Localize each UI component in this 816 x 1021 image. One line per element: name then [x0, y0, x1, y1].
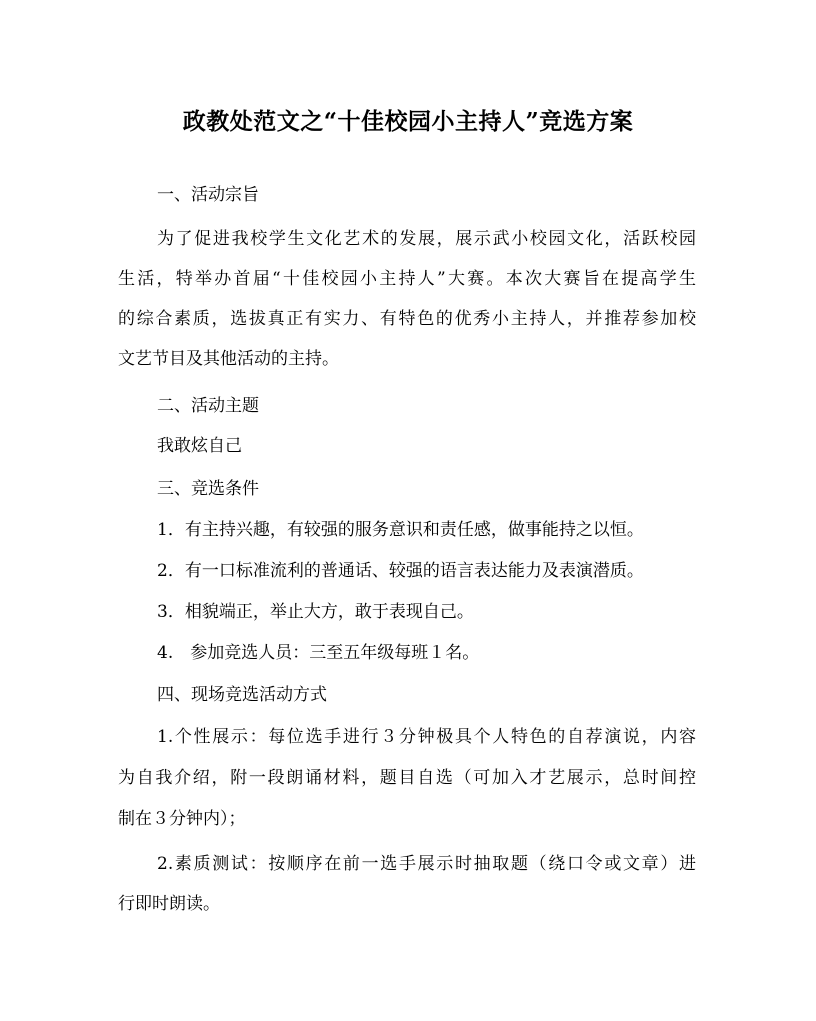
section-heading-conditions: 三、竞选条件 [157, 479, 259, 499]
section-heading-purpose: 一、活动宗旨 [157, 185, 259, 205]
condition-item-3: 3．相貌端正，举止大方，敢于表现自己。 [157, 602, 474, 622]
method-item-1-line-3: 制在３分钟内）； [118, 809, 246, 829]
theme-text: 我敢炫自己 [157, 436, 242, 456]
condition-item-1: 1．有主持兴趣，有较强的服务意识和责任感，做事能持之以恒。 [157, 520, 644, 540]
method-item-2-line-2: 行即时朗读。 [118, 894, 220, 914]
condition-item-4: 4. 参加竞选人员：三至五年级每班１名。 [157, 643, 480, 663]
section-heading-method: 四、现场竞选活动方式 [157, 685, 327, 705]
document-title: 政教处范文之“十佳校园小主持人”竞选方案 [182, 108, 634, 135]
method-item-1-line-2: 为自我介绍，附一段朗诵材料，题目自选（可加入才艺展示，总时间控 [118, 768, 696, 788]
purpose-paragraph-line-3: 的综合素质，选拔真正有实力、有特色的优秀小主持人，并推荐参加校 [118, 309, 696, 329]
purpose-paragraph-line-1: 为了促进我校学生文化艺术的发展，展示武小校园文化，活跃校园 [157, 229, 696, 249]
method-item-1-line-1: 1.个性展示：每位选手进行３分钟极具个人特色的自荐演说，内容 [157, 727, 696, 747]
purpose-paragraph-line-4: 文艺节目及其他活动的主持。 [118, 349, 339, 369]
method-item-2-line-1: 2.素质测试：按顺序在前一选手展示时抽取题（绕口令或文章）进 [157, 854, 696, 874]
condition-item-2: 2．有一口标准流利的普通话、较强的语言表达能力及表演潜质。 [157, 561, 644, 581]
purpose-paragraph-line-2: 生活，特举办首届“十佳校园小主持人”大赛。本次大赛旨在提高学生 [118, 269, 696, 289]
section-heading-theme: 二、活动主题 [157, 396, 259, 416]
